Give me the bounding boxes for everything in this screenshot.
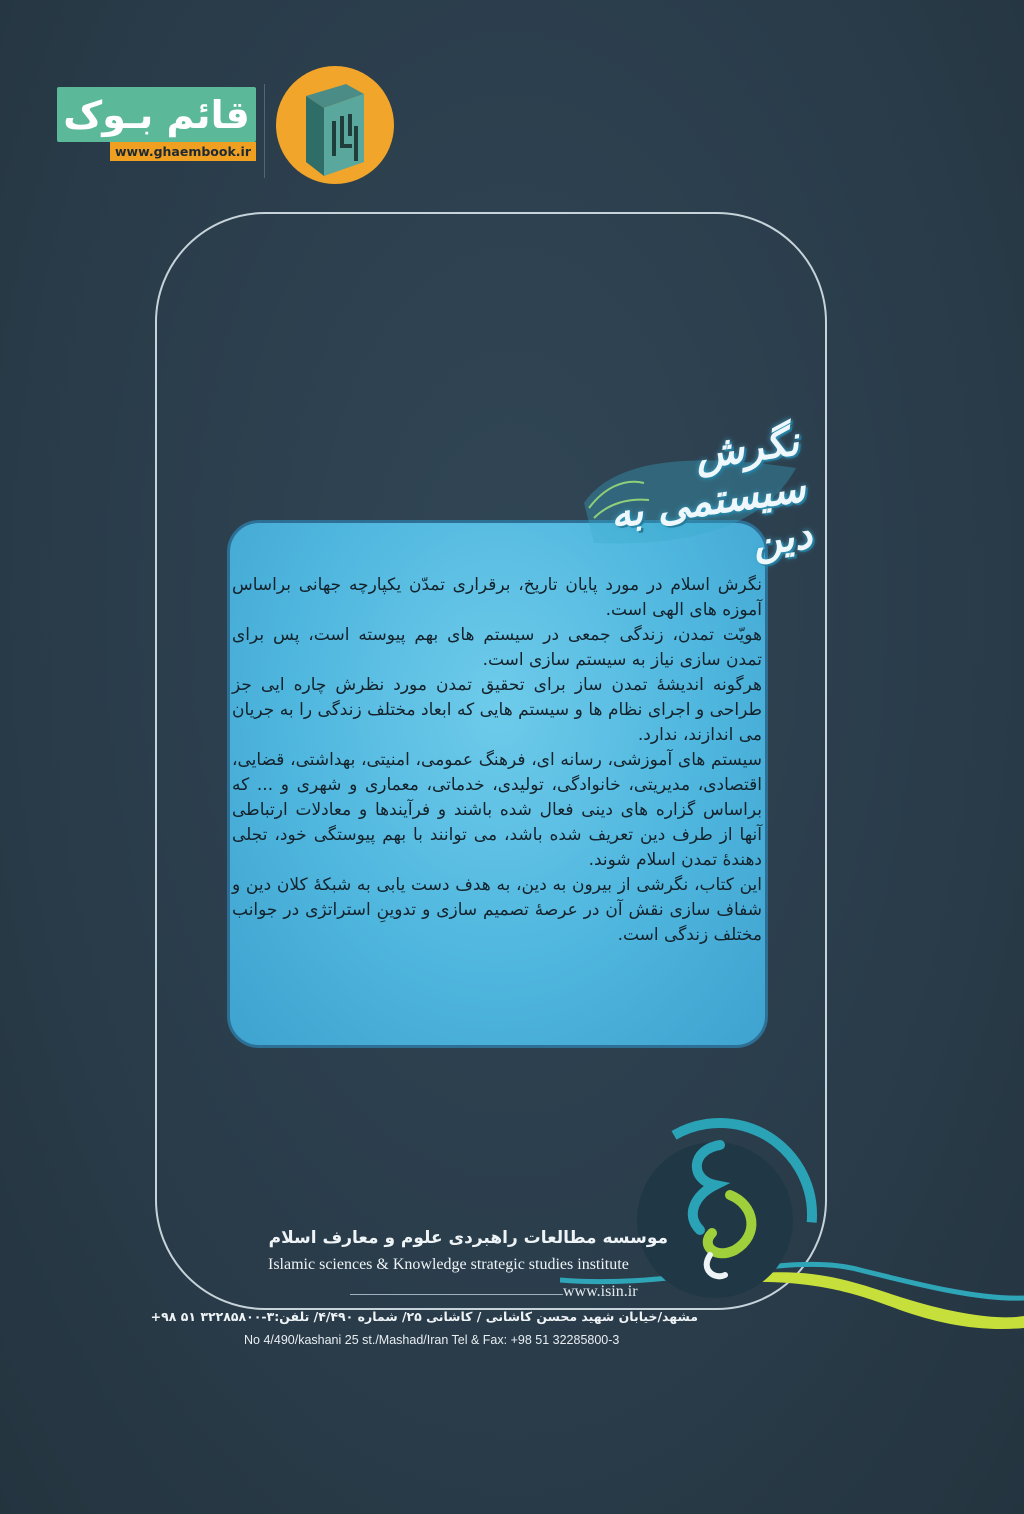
publisher-logo-text: قائم بـوک (57, 87, 256, 142)
address-en: No 4/490/kashani 25 st./Mashad/Iran Tel & Fax: +98 51 32285800-3 (244, 1333, 620, 1347)
description-text (232, 573, 762, 948)
paragraph-3: هرگونه اندیشهٔ تمدن ساز برای تحقیق تمدن مورد نظرش چاره ایی جز طراحی و اجرای نظام ها و سیستم هایی که ابعاد مختلف زندگی را به جریان می اندازند، ندارد. (232, 675, 762, 745)
book-title: نگرش سیستمی به دین (607, 417, 815, 565)
paragraph-4: سیستم های آموزشی، رسانه ای، فرهنگ عمومی، امنیتی، بهداشتی، قضایی، اقتصادی، مدیریتی، خانوادگی، تولیدی، خدماتی، معماری و شهری و ... که براساس گزاره های دینی فعال شده باشند و فرآیندها و معادلات ارتباطی آنها از طرف دین تعریف شده باشد، می توانند با بهم پیوستگی خود، تجلی دهندهٔ تمدن اسلام شوند. (232, 750, 762, 870)
institute-name-en: Islamic sciences & Knowledge strategic studies institute (268, 1256, 629, 1273)
paragraph-1: نگرش اسلام در مورد پایان تاریخ، برقراری تمدّن یکپارچه جهانی براساس آموزه های الهی است. (232, 575, 762, 620)
institute-name-fa: موسسه مطالعات راهبردی علوم و معارف اسلام (268, 1228, 668, 1248)
website-underline (350, 1294, 563, 1295)
paragraph-5: این کتاب، نگرشی از بیرون به دین، به هدف دست یابی به شبکهٔ کلان دین و شفاف سازی نقش آن در عرصهٔ تصمیم سازی و تدوینِ استراتژی در جوانب مختلف زندگی است. (232, 875, 762, 945)
publisher-book-icon (276, 66, 394, 184)
badge-divider (264, 84, 265, 178)
address-fa: مشهد/خیابان شهید محسن کاشانی / کاشانی ۲۵/ شماره ۴/۴۹۰/ تلفن:۳-۳۲۲۸۵۸۰۰ ۵۱ ۹۸+ (150, 1309, 698, 1324)
publisher-url[interactable]: www.ghaembook.ir (110, 142, 256, 161)
institute-website[interactable]: www.isin.ir (563, 1283, 638, 1300)
paragraph-2: هویّت تمدن، زندگی جمعی در سیستم های بهم پیوسته است، پس برای تمدن سازی نیاز به سیستم سازی است. (232, 625, 762, 670)
book-title-calligraphy (574, 417, 815, 565)
